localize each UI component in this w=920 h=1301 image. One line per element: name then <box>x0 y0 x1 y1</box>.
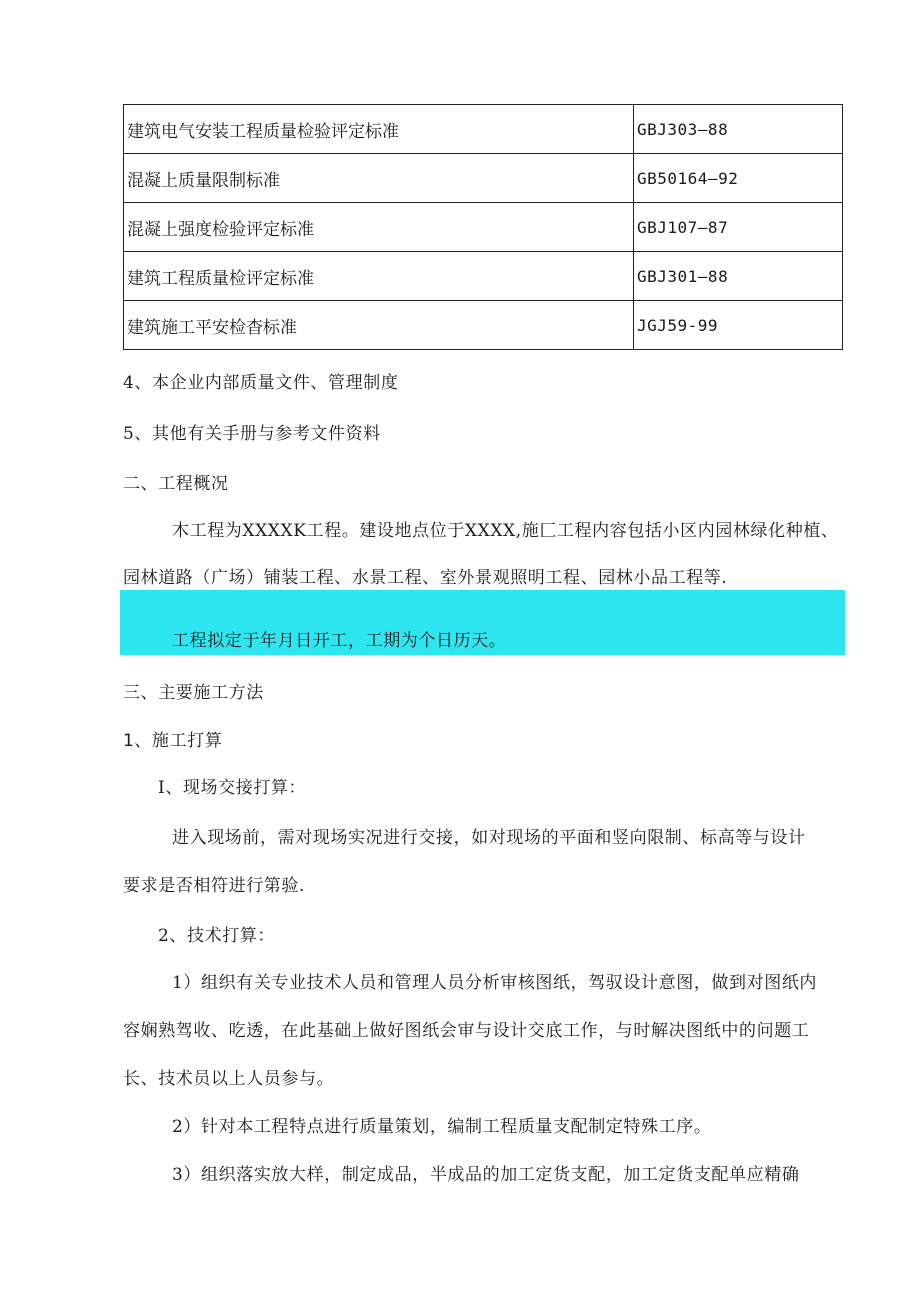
standards-table <box>123 104 843 350</box>
standard-code: GB50164—92 <box>634 154 843 203</box>
technical-item-1-line: 1）组织有关专业技术人员和管理人员分析审核图纸，驾驭设计意图，做到对图纸内 <box>172 973 818 993</box>
technical-item-1-line: 容娴熟驾收、吃透，在此基础上做好图纸会审与设计交底工作，与时解决图纸中的问题工 <box>123 1021 810 1041</box>
subsection-heading-technical: 2、技术打算： <box>158 926 276 946</box>
table-row <box>124 252 843 301</box>
subsection-heading-site-handover: I、现场交接打算： <box>158 778 307 798</box>
site-handover-paragraph-line: 进入现场前，需对现场实况进行交接，如对现场的平面和竖向限制、标高等与设计 <box>172 828 806 848</box>
table-row <box>124 203 843 252</box>
standard-name: 建筑工程质量检评定标准 <box>124 252 634 301</box>
overview-paragraph-line: 园林道路（广场）铺装工程、水景工程、室外景观照明工程、园林小品工程等. <box>123 568 728 588</box>
site-handover-paragraph-line: 要求是否相符进行第验. <box>123 876 306 896</box>
table-row <box>124 154 843 203</box>
subsection-heading-preparation: 1、施工打算 <box>123 731 223 751</box>
schedule-paragraph: 工程拟定于年月日开工，工期为个日历天。 <box>172 631 507 651</box>
technical-item-3: 3）组织落实放大样，制定成品，半成品的加工定货支配，加工定货支配单应精确 <box>172 1165 800 1185</box>
standard-code: GBJ303—88 <box>634 105 843 154</box>
standard-name: 混凝上强度检验评定标准 <box>124 203 634 252</box>
technical-item-1-line: 长、技术员以上人员参与。 <box>123 1069 335 1089</box>
standard-name: 混凝上质量限制标准 <box>124 154 634 203</box>
standard-code: GBJ107—87 <box>634 203 843 252</box>
section-heading-overview: 二、工程概况 <box>123 474 229 494</box>
standard-code: JGJ59-99 <box>634 301 843 350</box>
list-item-5: 5、其他有关手册与参考文件资料 <box>123 424 381 444</box>
standard-name: 建筑施工平安检杳标准 <box>124 301 634 350</box>
table-row <box>124 105 843 154</box>
technical-item-2: 2）针对本工程特点进行质量策划，编制工程质量支配制定特殊工序。 <box>172 1117 712 1137</box>
standard-name: 建筑电气安装工程质量检验评定标准 <box>124 105 634 154</box>
section-heading-methods: 三、主要施工方法 <box>123 683 264 703</box>
list-item-4: 4、本企业内部质量文件、管理制度 <box>123 373 399 393</box>
standard-code: GBJ301—88 <box>634 252 843 301</box>
overview-paragraph-line: 木工程为XXXXK工程。建设地点位于XXXX,施匚工程内容包括小区内园林绿化种植、 <box>172 521 839 541</box>
table-row <box>124 301 843 350</box>
